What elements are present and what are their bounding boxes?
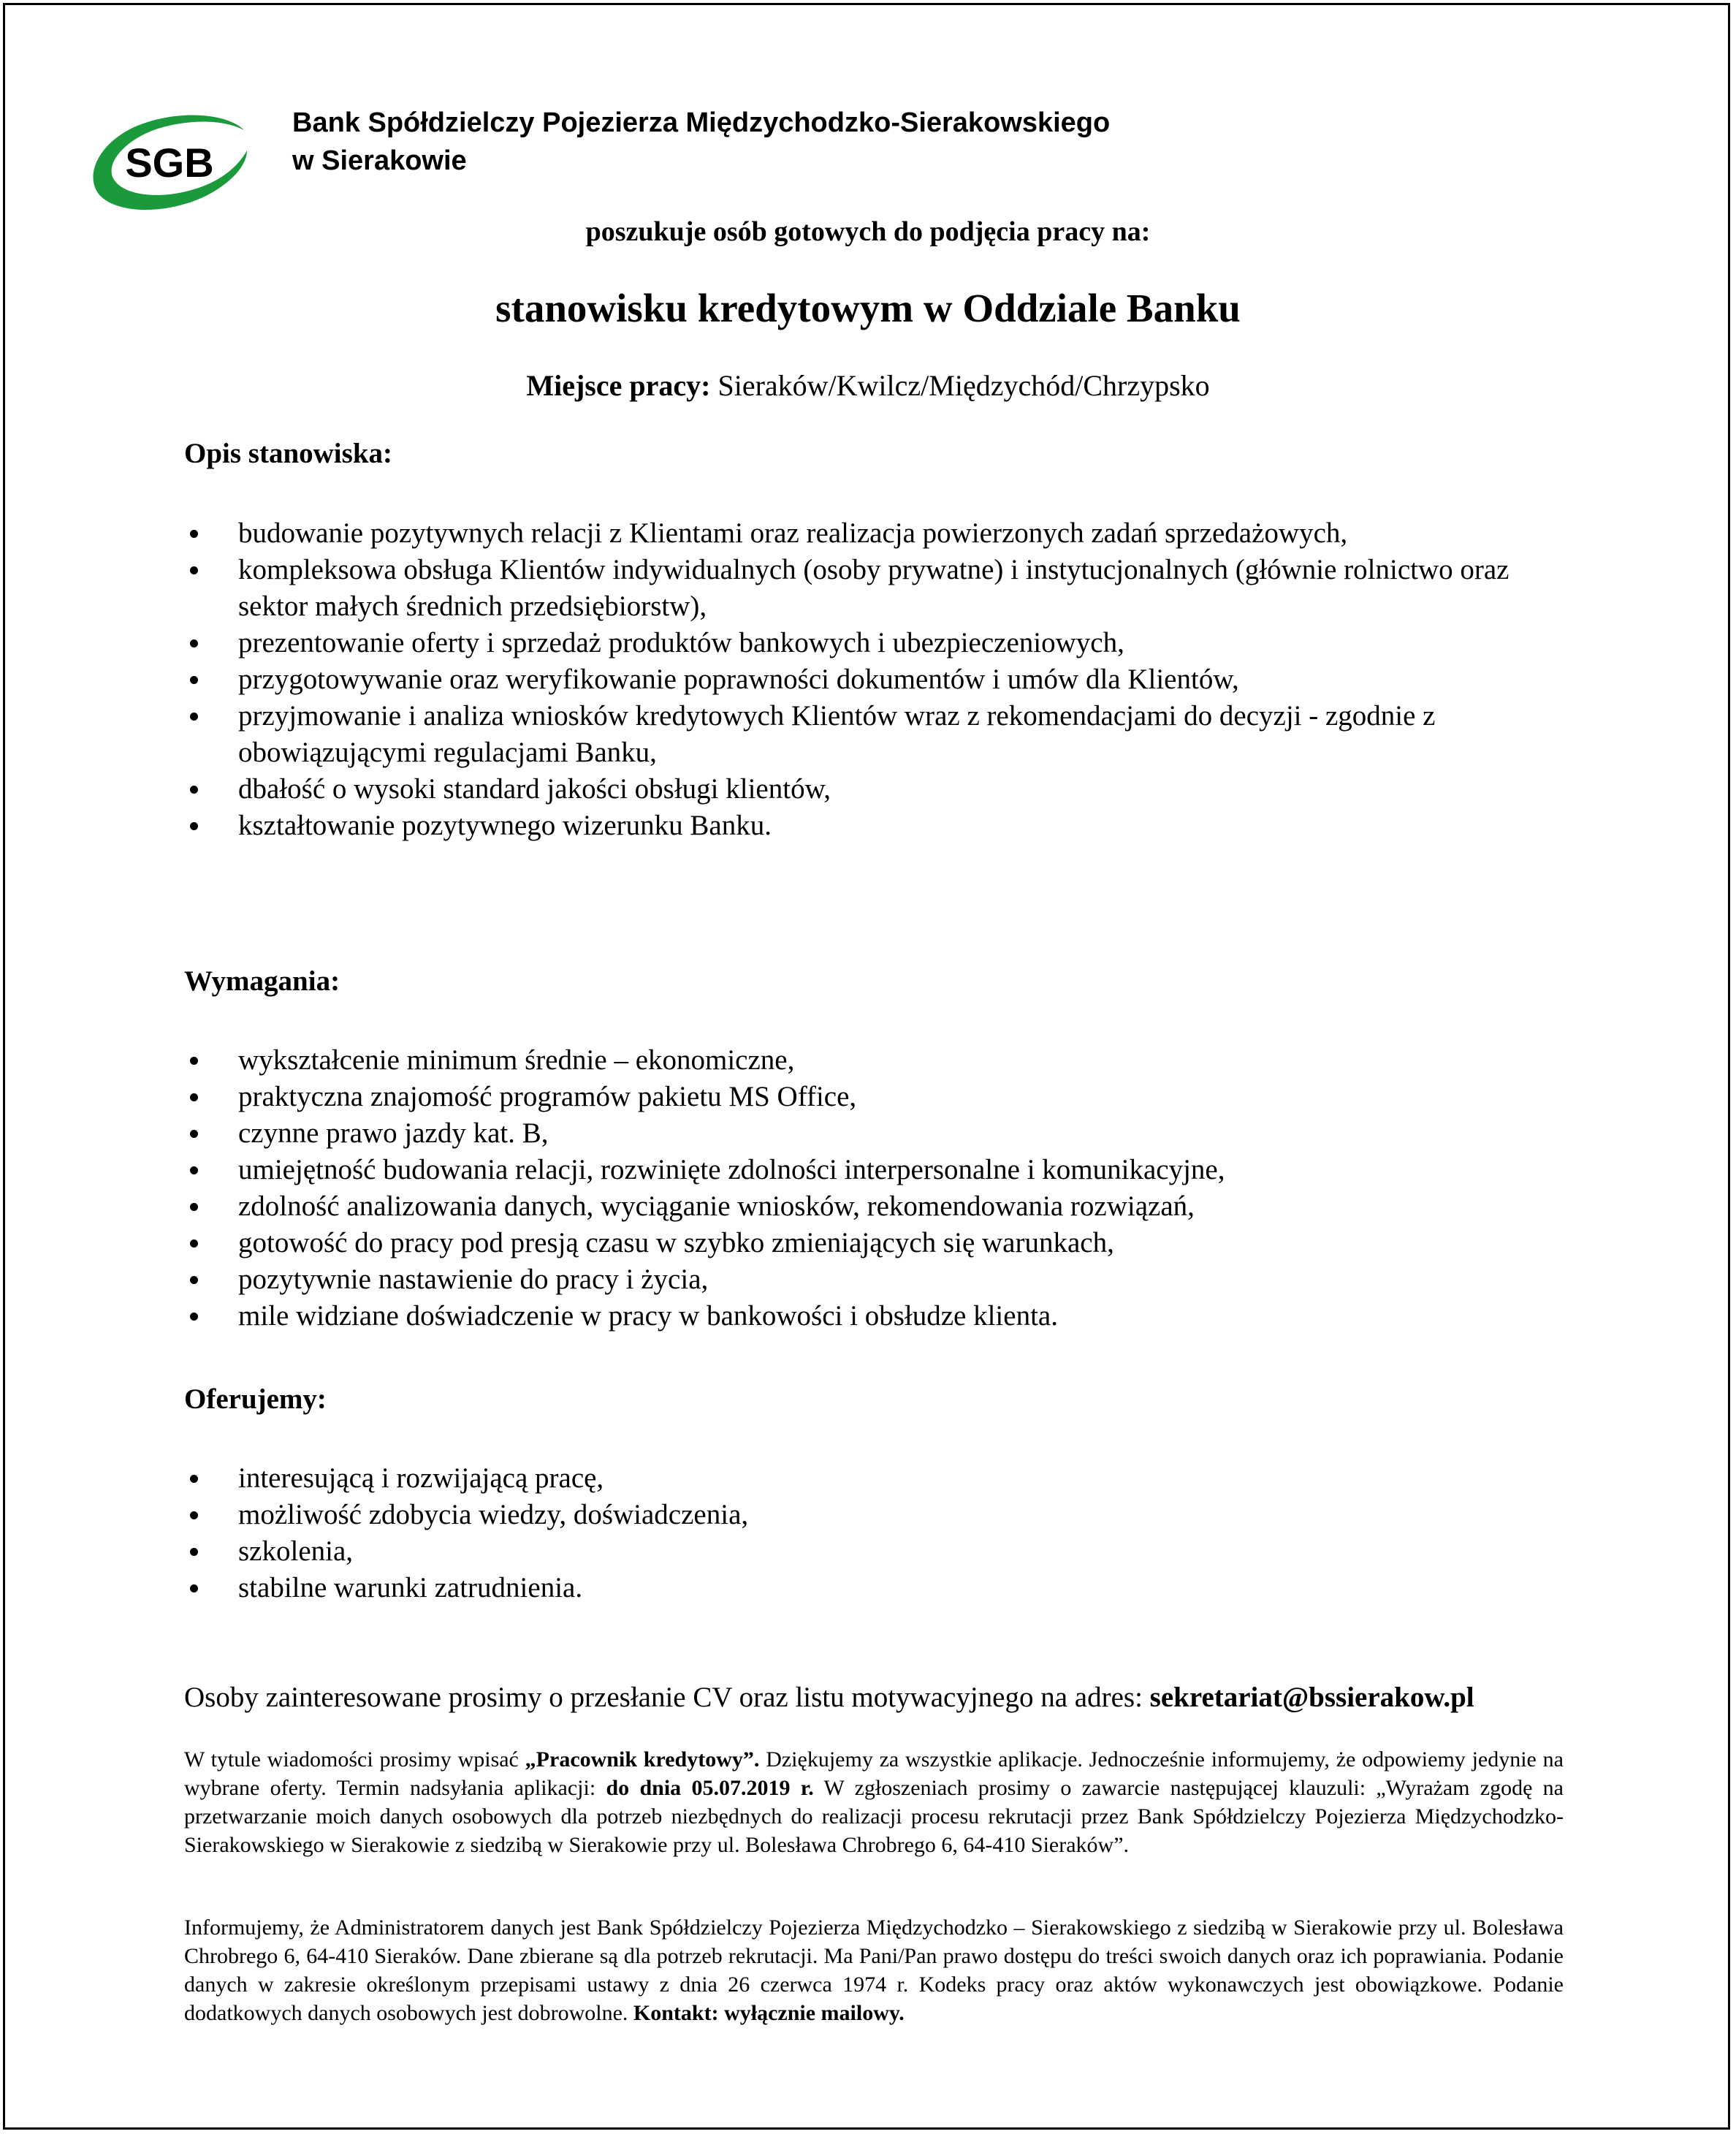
sgb-logo	[82, 107, 257, 216]
contact-email[interactable]: sekretariat@bssierakow.pl	[1149, 1682, 1474, 1713]
privacy-note	[184, 1913, 1564, 2027]
list-item: interesującą i rozwijającą pracę,	[184, 1460, 1572, 1497]
application-note	[184, 1745, 1564, 1859]
application-subject: „Pracownik kredytowy”.	[525, 1747, 760, 1772]
list-item: mile widziane doświadczenie w pracy w bankowości i obsłudze klienta.	[184, 1298, 1572, 1334]
list-item: praktyczna znajomość programów pakietu MS Office,	[184, 1079, 1572, 1115]
bank-name-line1: Bank Spółdzielczy Pojezierza Międzychodzko-Sierakowskiego	[292, 107, 1111, 138]
bank-name	[292, 104, 1110, 180]
description-list	[184, 515, 1572, 844]
list-item: prezentowanie oferty i sprzedaż produktów bankowych i ubezpieczeniowych,	[184, 625, 1572, 661]
application-deadline: do dnia 05.07.2019 r.	[606, 1776, 814, 1800]
application-note-text: W tytule wiadomości prosimy wpisać	[184, 1747, 525, 1772]
privacy-note-text: Informujemy, że Administratorem danych jest Bank Spółdzielczy Pojezierza Międzychodzko – Sierakowskiego z siedzibą w Sierakowie przy ul. Bolesława Chrobrego 6, 64-410 Sieraków. Dane zbierane są dla potrzeb rekrutacji. Ma Pani/Pan prawo dostępu do treści swoich danych oraz ich poprawiania. Podanie danych w zakresie określonym przepisami ustawy z dnia 26 czerwca 1974 r. Kodeks pracy oraz aktów wykonawczych jest obowiązkowe. Podanie dodatkowych danych osobowych jest dobrowolne.	[184, 1915, 1564, 2025]
list-item: kompleksowa obsługa Klientów indywidualnych (osoby prywatne) i instytucjonalnych (głównie rolnictwo oraz sektor małych średnich przedsiębiorstw),	[184, 552, 1572, 625]
list-item: dbałość o wysoki standard jakości obsługi klientów,	[184, 771, 1572, 808]
requirements-list	[184, 1042, 1572, 1334]
description-heading: Opis stanowiska:	[184, 438, 392, 469]
offer-heading: Oferujemy:	[184, 1383, 327, 1415]
list-item: umiejętność budowania relacji, rozwinięte zdolności interpersonalne i komunikacyjne,	[184, 1152, 1572, 1188]
offer-list	[184, 1460, 1572, 1606]
privacy-contact: Kontakt: wyłącznie mailowy.	[633, 2001, 905, 2025]
intro-text: poszukuje osób gotowych do podjęcia pracy na:	[585, 216, 1151, 247]
workplace-label: Miejsce pracy:	[526, 369, 711, 402]
list-item: budowanie pozytywnych relacji z Klientami oraz realizacja powierzonych zadań sprzedażowych,	[184, 515, 1572, 552]
list-item: pozytywnie nastawienie do pracy i życia,	[184, 1261, 1572, 1298]
bank-name-line2: w Sierakowie	[292, 145, 467, 176]
workplace-value: Sieraków/Kwilcz/Międzychód/Chrzypsko	[710, 369, 1210, 402]
list-item: szkolenia,	[184, 1533, 1572, 1570]
position-title: stanowisku kredytowym w Oddziale Banku	[495, 286, 1241, 330]
list-item: możliwość zdobycia wiedzy, doświadczenia,	[184, 1497, 1572, 1533]
list-item: zdolność analizowania danych, wyciąganie wniosków, rekomendowania rozwiązań,	[184, 1188, 1572, 1225]
application-note-text: W zgłoszeniach prosimy o zawarcie następującej klauzuli: „Wyrażam zgodę na przetwarzanie moich danych osobowych dla potrzeb niezbędnych do realizacji procesu rekrutacji przez Bank Spółdzielczy Pojezierza Międzychodzko-Sierakowskiego w Sierakowie z siedzibą w Sierakowie przy ul. Bolesława Chrobrego 6, 64-410 Sieraków”.	[184, 1776, 1564, 1857]
logo-text: SGB	[125, 140, 214, 186]
list-item: gotowość do pracy pod presją czasu w szybko zmieniających się warunkach,	[184, 1225, 1572, 1261]
list-item: przygotowywanie oraz weryfikowanie poprawności dokumentów i umów dla Klientów,	[184, 661, 1572, 698]
contact-text: Osoby zainteresowane prosimy o przesłanie CV oraz listu motywacyjnego na adres:	[184, 1682, 1150, 1713]
list-item: czynne prawo jazdy kat. B,	[184, 1115, 1572, 1152]
list-item: kształtowanie pozytywnego wizerunku Banku.	[184, 808, 1572, 844]
workplace	[0, 368, 1736, 403]
contact-line	[184, 1681, 1474, 1714]
application-note-text: Dziękujemy za wszystkie aplikacje. Jednocześnie informujemy, że odpowiemy jedynie na wybrane oferty. Termin nadsyłania aplikacji:	[184, 1747, 1564, 1800]
list-item: wykształcenie minimum średnie – ekonomiczne,	[184, 1042, 1572, 1079]
list-item: stabilne warunki zatrudnienia.	[184, 1570, 1572, 1606]
list-item: przyjmowanie i analiza wniosków kredytowych Klientów wraz z rekomendacjami do decyzji - zgodnie z obowiązującymi regulacjami Banku,	[184, 698, 1572, 771]
requirements-heading: Wymagania:	[184, 965, 340, 997]
